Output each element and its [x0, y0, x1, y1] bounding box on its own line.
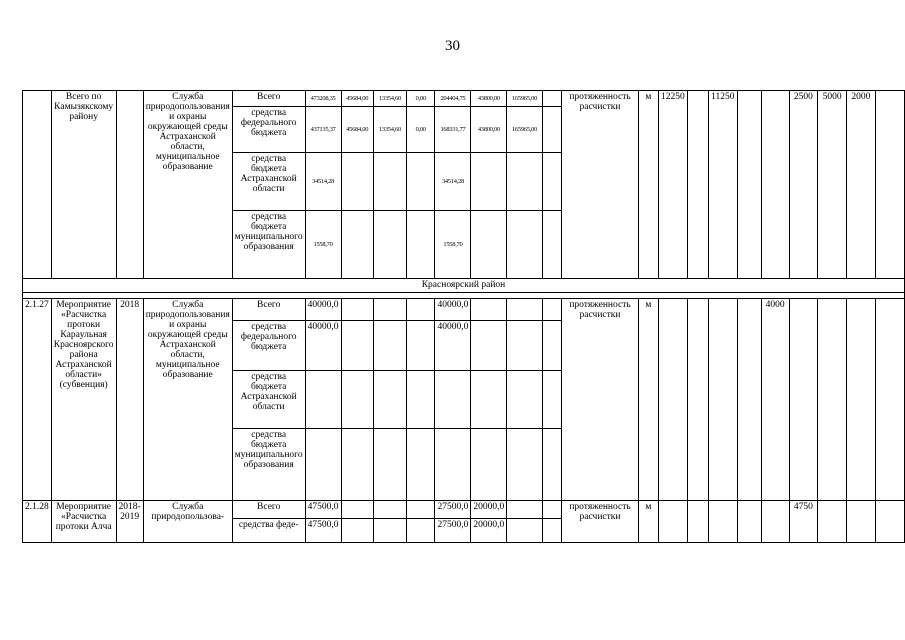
target-value: 4000	[761, 299, 789, 501]
unit: м	[638, 91, 658, 279]
item-name: Мероприятие «Расчистка протоки Алча	[51, 501, 116, 543]
unit: м	[638, 501, 658, 543]
row-label: Всего по Камызякскому району	[51, 91, 116, 279]
executor: Служба природопользова-	[143, 501, 232, 543]
item-name: Мероприятие «Расчистка протоки Карaульная Красноярского района Астраханской области» (субвенция)	[51, 299, 116, 501]
table-row: Всего по Камызякскому району Служба природопользования и охраны окружающей среды Астраханской области, муниципальное образование Всего 473208,35 45684,00 13354,60 0,00 204404,75 43800,00 165965,00 протяженность расчистки м 12250 11250 2500 5000 2000	[23, 91, 905, 107]
indicator: протяженность расчистки	[562, 299, 638, 501]
table-row: 2.1.27 Мероприятие «Расчистка протоки Карaульная Красноярского района Астраханской области» (субвенция) 2018 Служба природопользования и охраны окружающей среды Астраханской области, муниципальное образование Всего 40000,0 40000,0 протяженность расчистки м 4000	[23, 299, 905, 321]
item-year: 2018	[116, 299, 143, 501]
budget-table	[22, 90, 905, 543]
item-number: 2.1.27	[23, 299, 52, 501]
indicator: протяженность расчистки	[562, 501, 638, 543]
item-year: 2018-2019	[116, 501, 143, 543]
table-row: средства федерального бюджета 437135,37 45684,00 13354,60 0,00 168331,77 43800,00 165965,00	[23, 107, 905, 153]
table-row: средства феде- 47500,0 27500,0 20000,0	[23, 519, 905, 543]
table-row: средства бюджета Астраханской области 34514,28 34514,28	[23, 153, 905, 211]
district-title: Красноярский район	[23, 279, 905, 293]
table-row: средства бюджета муниципального образования 1558,70 1558,70	[23, 211, 905, 279]
target-value: 4750	[789, 501, 818, 543]
table-row: средства бюджета муниципального образования	[23, 429, 905, 501]
executor: Служба природопользования и охраны окружающей среды Астраханской области, муниципальное образование	[143, 91, 232, 279]
indicator: протяженность расчистки	[562, 91, 638, 279]
table-row: 2.1.28 Мероприятие «Расчистка протоки Алча 2018-2019 Служба природопользова- Всего 47500,0 27500,0 20000,0 протяженность расчистки м 4750	[23, 501, 905, 519]
item-number: 2.1.28	[23, 501, 52, 543]
table-row: средства федерального бюджета 40000,0 40000,0	[23, 321, 905, 371]
page-number: 30	[445, 38, 460, 54]
unit: м	[638, 299, 658, 501]
district-row	[23, 279, 905, 293]
table-row: средства бюджета Астраханской области	[23, 371, 905, 429]
executor: Служба природопользования и охраны окружающей среды Астраханской области, муниципальное образование	[143, 299, 232, 501]
